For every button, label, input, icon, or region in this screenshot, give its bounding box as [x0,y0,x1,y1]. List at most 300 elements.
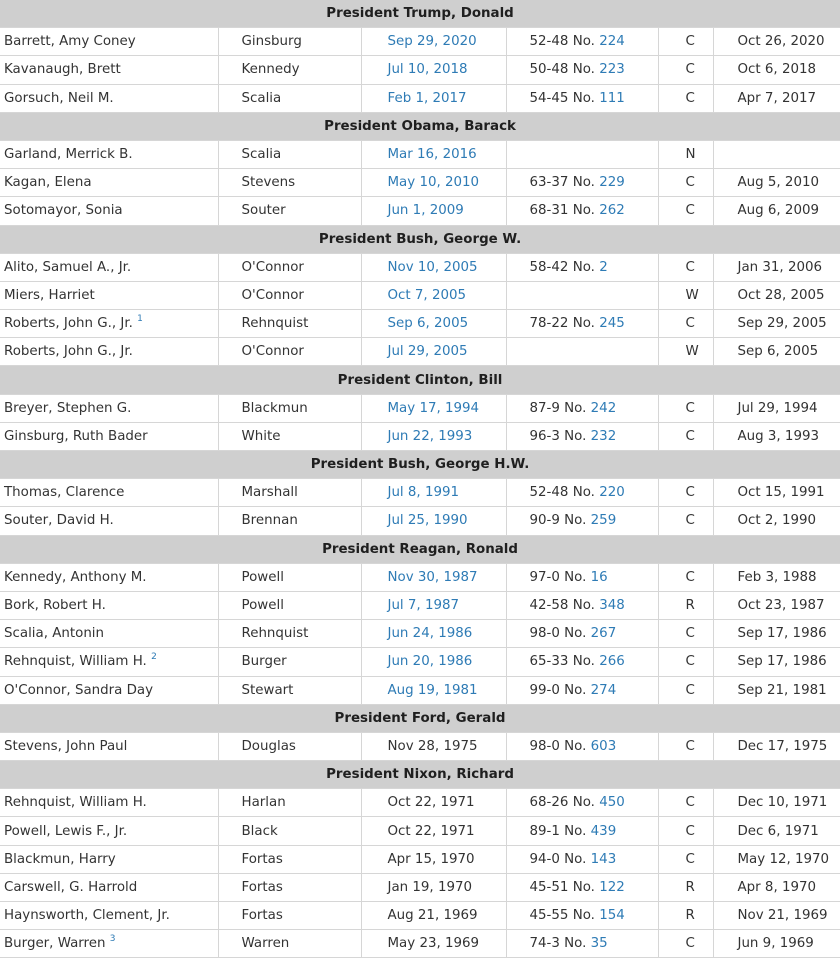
nominee-cell [0,281,218,309]
date-received-link[interactable]: Jun 1, 2009 [387,203,464,219]
nominee-cell [0,56,218,84]
date-received-cell [361,253,506,281]
nominee-name: Roberts, John G., Jr. [4,316,133,332]
final-action-date-cell: Apr 8, 1970 [713,873,840,901]
date-received-cell [361,479,506,507]
succeeding-cell: O'Connor [218,281,361,309]
president-group-header [0,0,840,28]
vote-tally: 87-9 [529,400,560,416]
roll-call-label: No. [572,203,595,219]
final-action-date-cell: Dec 17, 1975 [713,732,840,760]
vote-tally: 90-9 [529,513,560,529]
nominee-cell [0,84,218,112]
nominee-name: Kennedy, Anthony M. [4,569,147,585]
nominee-cell [0,422,218,450]
president-group-header [0,366,840,394]
nominee-name: Kavanaugh, Brett [4,62,121,78]
nominee-cell [0,28,218,56]
footnote-link[interactable]: 1 [137,314,143,325]
succeeding-cell: Scalia [218,140,361,168]
result-cell: C [658,197,713,225]
date-received-cell [361,591,506,619]
nominee-name: Gorsuch, Neil M. [4,90,114,106]
nominee-cell [0,479,218,507]
nominee-name: Haynsworth, Clement, Jr. [4,908,170,924]
president-name: President Trump, Donald [0,0,840,28]
succeeding-cell: Stevens [218,169,361,197]
roll-call-label: No. [572,908,595,924]
date-received-cell [361,84,506,112]
nominee-cell [0,789,218,817]
date-received-cell [361,902,506,930]
date-received-cell [361,873,506,901]
final-action-date-cell: Aug 5, 2010 [713,169,840,197]
nominee-cell [0,169,218,197]
nominee-name: O'Connor, Sandra Day [4,682,154,698]
vote-cell [506,789,658,817]
vote-cell [506,930,658,958]
date-received-link[interactable]: Mar 16, 2016 [387,147,477,163]
vote-cell [506,902,658,930]
table-row [0,84,840,112]
final-action-date-cell [713,140,840,168]
vote-cell [506,591,658,619]
date-received-cell [361,817,506,845]
date-received-cell [361,507,506,535]
nominee-name: Roberts, John G., Jr. [4,344,133,360]
vote-tally: 58-42 [529,259,569,275]
table-row [0,789,840,817]
result-cell: W [658,281,713,309]
roll-call-link[interactable]: 266 [599,654,625,670]
nominee-cell [0,253,218,281]
result-cell: C [658,422,713,450]
vote-cell [506,620,658,648]
table-row [0,902,840,930]
roll-call-link[interactable]: 262 [599,203,625,219]
date-received-cell [361,789,506,817]
date-received-cell [361,310,506,338]
final-action-date-cell: May 12, 1970 [713,845,840,873]
final-action-date-cell: Oct 6, 2018 [713,56,840,84]
roll-call-link[interactable]: 274 [590,682,617,698]
roll-call-label: No. [564,400,587,416]
nominee-name: Garland, Merrick B. [4,147,133,163]
result-cell: C [658,28,713,56]
final-action-date-cell: Sep 17, 1986 [713,648,840,676]
vote-tally: 96-3 [529,428,560,444]
nominee-cell [0,338,218,366]
result-cell: C [658,789,713,817]
roll-call-link[interactable]: 111 [599,90,625,106]
vote-cell [506,648,658,676]
nominee-name: Carswell, G. Harrold [4,879,138,895]
vote-cell [506,422,658,450]
vote-cell [506,394,658,422]
succeeding-cell: Burger [218,648,361,676]
final-action-date-cell: Jun 9, 1969 [713,930,840,958]
result-cell: N [658,140,713,168]
roll-call-label: No. [572,879,595,895]
date-received-link[interactable]: May 17, 1994 [387,400,480,416]
nominee-cell [0,310,218,338]
date-received-link[interactable]: May 10, 2010 [387,175,480,191]
president-name: President Bush, George H.W. [0,451,840,479]
roll-call-link[interactable]: 154 [599,908,625,924]
roll-call-label: No. [572,34,595,50]
nominee-cell [0,197,218,225]
roll-call-link[interactable]: 143 [590,851,617,867]
succeeding-cell: Ginsburg [218,28,361,56]
nominee-cell [0,930,218,958]
vote-tally: 68-31 [529,203,569,219]
date-received-link[interactable]: Jul 8, 1991 [387,485,460,501]
nominee-name: Alito, Samuel A., Jr. [4,259,132,275]
result-cell: C [658,845,713,873]
table-row [0,28,840,56]
vote-tally: 97-0 [529,569,560,585]
vote-tally: 74-3 [529,936,560,952]
result-cell: C [658,84,713,112]
roll-call-link[interactable]: 603 [590,738,617,754]
roll-call-link[interactable]: 232 [590,428,617,444]
date-received-cell [361,648,506,676]
result-cell: R [658,873,713,901]
succeeding-cell: Fortas [218,873,361,901]
president-group-header [0,112,840,140]
succeeding-cell: Powell [218,563,361,591]
roll-call-link[interactable]: 224 [599,34,625,50]
date-received-cell [361,140,506,168]
date-received-link[interactable]: Jun 20, 1986 [387,654,473,670]
president-name: President Obama, Barack [0,112,840,140]
final-action-date-cell: Dec 6, 1971 [713,817,840,845]
roll-call-link[interactable]: 229 [599,175,625,191]
succeeding-cell: Blackmun [218,394,361,422]
date-received-text: Jan 19, 1970 [387,879,473,895]
table-row [0,281,840,309]
date-received-link[interactable]: Oct 7, 2005 [387,287,467,303]
footnote-link[interactable]: 3 [109,934,116,945]
date-received-cell [361,169,506,197]
date-received-cell [361,930,506,958]
table-row [0,169,840,197]
result-cell: C [658,56,713,84]
date-received-link[interactable]: Jul 25, 1990 [387,513,468,529]
vote-tally: 45-51 [529,879,569,895]
final-action-date-cell: Sep 29, 2005 [713,310,840,338]
vote-tally: 42-58 [529,598,569,614]
table-row [0,422,840,450]
date-received-link[interactable]: Sep 6, 2005 [387,316,469,332]
succeeding-cell: Brennan [218,507,361,535]
date-received-link[interactable]: Jun 22, 1993 [387,428,473,444]
result-cell: C [658,732,713,760]
date-received-link[interactable]: Nov 10, 2005 [387,259,478,275]
roll-call-label: No. [564,513,587,529]
nominee-name: Kagan, Elena [4,175,92,191]
roll-call-link[interactable]: 267 [590,626,617,642]
nominee-cell [0,845,218,873]
date-received-cell [361,338,506,366]
date-received-cell [361,28,506,56]
date-received-cell [361,197,506,225]
result-cell: C [658,253,713,281]
final-action-date-cell: Oct 26, 2020 [713,28,840,56]
president-group-header [0,761,840,789]
final-action-date-cell: Sep 6, 2005 [713,338,840,366]
roll-call-link[interactable]: 348 [599,598,625,614]
roll-call-link[interactable]: 242 [590,400,617,416]
result-cell: C [658,479,713,507]
roll-call-label: No. [572,62,595,78]
succeeding-cell: Scalia [218,84,361,112]
date-received-cell [361,845,506,873]
table-row [0,873,840,901]
president-group-header [0,225,840,253]
vote-cell [506,253,658,281]
nominee-name: Barrett, Amy Coney [4,34,136,50]
vote-cell [506,563,658,591]
nominee-cell [0,648,218,676]
date-received-link[interactable]: Jul 10, 2018 [387,62,468,78]
nominee-name: Sotomayor, Sonia [4,203,123,219]
result-cell: C [658,620,713,648]
final-action-date-cell: Oct 15, 1991 [713,479,840,507]
succeeding-cell: O'Connor [218,338,361,366]
table-row [0,676,840,704]
nominee-cell [0,620,218,648]
vote-cell [506,873,658,901]
vote-cell [506,56,658,84]
nominee-name: Blackmun, Harry [4,851,116,867]
date-received-cell [361,676,506,704]
vote-tally: 65-33 [529,654,569,670]
nominee-cell [0,563,218,591]
vote-tally: 45-55 [529,908,569,924]
result-cell: C [658,563,713,591]
succeeding-cell: Marshall [218,479,361,507]
final-action-date-cell: Jan 31, 2006 [713,253,840,281]
date-received-link[interactable]: Jul 7, 1987 [387,598,460,614]
table-row [0,507,840,535]
roll-call-label: No. [572,316,595,332]
vote-tally: 54-45 [529,90,569,106]
final-action-date-cell: Oct 23, 1987 [713,591,840,619]
roll-call-label: No. [572,654,595,670]
result-cell: C [658,394,713,422]
result-cell: C [658,507,713,535]
vote-tally: 50-48 [529,62,569,78]
final-action-date-cell: Nov 21, 1969 [713,902,840,930]
vote-cell [506,732,658,760]
roll-call-link[interactable]: 16 [590,569,608,585]
succeeding-cell: Harlan [218,789,361,817]
vote-cell [506,197,658,225]
table-row [0,310,840,338]
succeeding-cell: Souter [218,197,361,225]
nominee-name: Powell, Lewis F., Jr. [4,823,128,839]
roll-call-label: No. [564,851,587,867]
vote-cell [506,479,658,507]
nominee-name: Scalia, Antonin [4,626,105,642]
result-cell: C [658,648,713,676]
roll-call-link[interactable]: 2 [599,259,608,275]
nominee-name: Burger, Warren [4,936,106,952]
table-row [0,732,840,760]
vote-cell [506,84,658,112]
result-cell: W [658,338,713,366]
date-received-text: May 23, 1969 [387,936,480,952]
date-received-link[interactable]: Nov 30, 1987 [387,569,478,585]
roll-call-label: No. [572,485,595,501]
succeeding-cell: Black [218,817,361,845]
date-received-cell [361,394,506,422]
vote-cell [506,817,658,845]
vote-tally: 68-26 [529,795,569,811]
president-name: President Nixon, Richard [0,761,840,789]
vote-cell [506,845,658,873]
table-row [0,140,840,168]
nominee-cell [0,873,218,901]
roll-call-label: No. [564,428,587,444]
roll-call-link[interactable]: 223 [599,62,625,78]
nominee-name: Bork, Robert H. [4,598,106,614]
result-cell: R [658,902,713,930]
roll-call-label: No. [564,682,587,698]
president-group-header [0,535,840,563]
nominee-cell [0,394,218,422]
date-received-text: Nov 28, 1975 [387,738,478,754]
nominee-name: Rehnquist, William H. [4,654,147,670]
date-received-cell [361,281,506,309]
result-cell: R [658,591,713,619]
nominee-cell [0,732,218,760]
roll-call-label: No. [572,598,595,614]
footnote-link[interactable]: 2 [151,652,157,663]
succeeding-cell: Rehnquist [218,310,361,338]
table-row [0,648,840,676]
vote-tally: 98-0 [529,738,560,754]
succeeding-cell: Rehnquist [218,620,361,648]
nominee-cell [0,591,218,619]
vote-cell [506,140,658,168]
result-cell: C [658,169,713,197]
president-group-header [0,451,840,479]
final-action-date-cell: Aug 6, 2009 [713,197,840,225]
date-received-link[interactable]: Aug 19, 1981 [387,682,478,698]
final-action-date-cell: Dec 10, 1971 [713,789,840,817]
vote-tally: 94-0 [529,851,560,867]
vote-cell [506,169,658,197]
table-row [0,845,840,873]
president-group-header [0,704,840,732]
president-name: President Bush, George W. [0,225,840,253]
final-action-date-cell: Oct 28, 2005 [713,281,840,309]
roll-call-link[interactable]: 439 [590,823,617,839]
nominee-cell [0,676,218,704]
roll-call-link[interactable]: 259 [590,513,617,529]
vote-tally: 98-0 [529,626,560,642]
roll-call-link[interactable]: 35 [590,936,608,952]
table-row [0,591,840,619]
table-row [0,817,840,845]
roll-call-label: No. [564,626,587,642]
roll-call-label: No. [564,823,587,839]
nominee-cell [0,507,218,535]
vote-tally: 52-48 [529,34,569,50]
table-row [0,197,840,225]
date-received-link[interactable]: Feb 1, 2017 [387,90,467,106]
date-received-cell [361,422,506,450]
nominee-name: Rehnquist, William H. [4,795,147,811]
succeeding-cell: Fortas [218,845,361,873]
nominee-cell [0,140,218,168]
vote-tally: 63-37 [529,175,569,191]
result-cell: C [658,930,713,958]
vote-cell [506,281,658,309]
vote-cell [506,338,658,366]
final-action-date-cell: Jul 29, 1994 [713,394,840,422]
date-received-cell [361,732,506,760]
result-cell: C [658,676,713,704]
date-received-cell [361,56,506,84]
succeeding-cell: White [218,422,361,450]
president-name: President Reagan, Ronald [0,535,840,563]
succeeding-cell: Kennedy [218,56,361,84]
date-received-link[interactable]: Jun 24, 1986 [387,626,473,642]
table-row [0,394,840,422]
vote-tally: 89-1 [529,823,560,839]
roll-call-link[interactable]: 122 [599,879,625,895]
date-received-cell [361,620,506,648]
final-action-date-cell: Feb 3, 1988 [713,563,840,591]
result-cell: C [658,817,713,845]
final-action-date-cell: Oct 2, 1990 [713,507,840,535]
roll-call-label: No. [572,90,595,106]
nominee-name: Miers, Harriet [4,287,95,303]
vote-tally: 78-22 [529,316,569,332]
vote-cell [506,310,658,338]
roll-call-link[interactable]: 450 [599,795,625,811]
vote-cell [506,676,658,704]
date-received-text: Aug 21, 1969 [387,908,478,924]
final-action-date-cell: Apr 7, 2017 [713,84,840,112]
date-received-cell [361,563,506,591]
succeeding-cell: O'Connor [218,253,361,281]
succeeding-cell: Stewart [218,676,361,704]
table-row [0,56,840,84]
date-received-link[interactable]: Sep 29, 2020 [387,34,477,50]
roll-call-label: No. [564,738,587,754]
succeeding-cell: Powell [218,591,361,619]
roll-call-label: No. [572,259,595,275]
president-name: President Clinton, Bill [0,366,840,394]
final-action-date-cell: Sep 21, 1981 [713,676,840,704]
nominee-name: Ginsburg, Ruth Bader [4,428,148,444]
succeeding-cell: Warren [218,930,361,958]
nominee-cell [0,817,218,845]
vote-cell [506,28,658,56]
vote-tally: 99-0 [529,682,560,698]
roll-call-label: No. [564,936,587,952]
table-row [0,253,840,281]
roll-call-link[interactable]: 220 [599,485,625,501]
roll-call-link[interactable]: 245 [599,316,625,332]
roll-call-label: No. [572,175,595,191]
date-received-link[interactable]: Jul 29, 2005 [387,344,468,360]
table-row [0,620,840,648]
